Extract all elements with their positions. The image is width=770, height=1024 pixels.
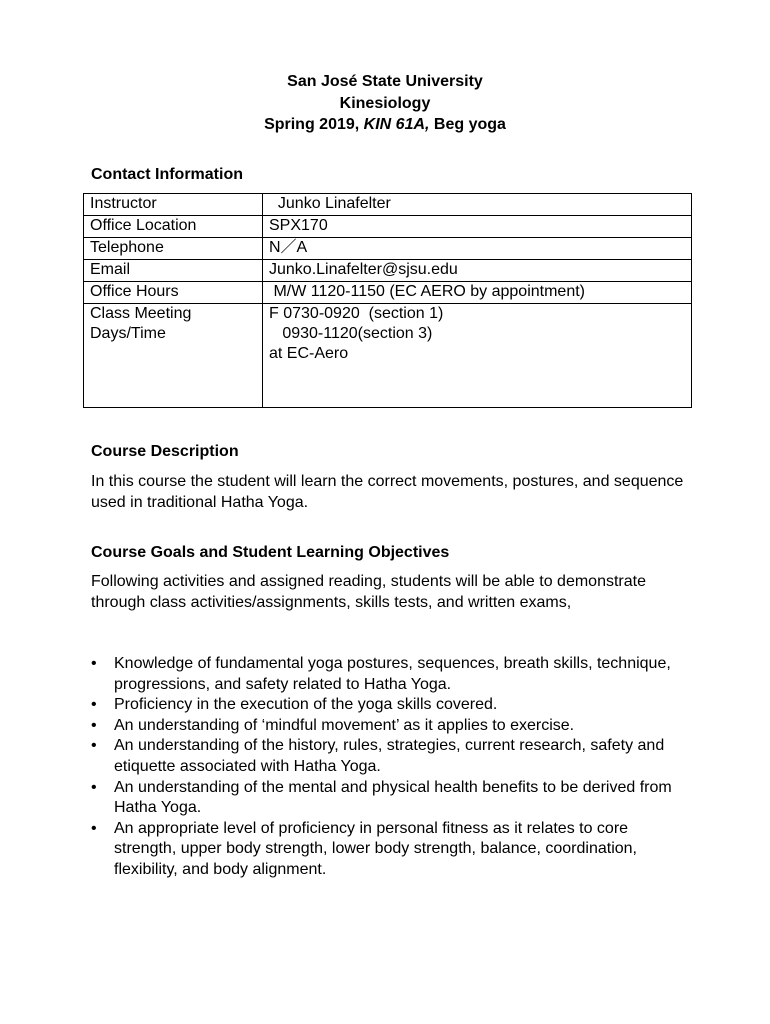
course-goals-heading: Course Goals and Student Learning Objectives bbox=[91, 544, 450, 561]
list-item bbox=[91, 778, 691, 819]
row-value: M/W 1120-1150 (EC AERO by appointment) bbox=[263, 282, 692, 304]
contact-info-heading: Contact Information bbox=[91, 166, 243, 183]
objective-text: Proficiency in the execution of the yoga skills covered. bbox=[114, 696, 498, 714]
objective-text: An understanding of the history, rules, strategies, current research, safety and etiquette associated with Hatha Yoga. bbox=[114, 737, 665, 775]
row-value: Junko Linafelter bbox=[263, 194, 692, 216]
objectives-list bbox=[91, 654, 691, 881]
list-item bbox=[91, 654, 691, 695]
bullet: • bbox=[91, 696, 97, 714]
row-label: Telephone bbox=[84, 238, 263, 260]
bullet: • bbox=[91, 737, 97, 755]
bullet: • bbox=[91, 819, 97, 837]
row-label: Email bbox=[84, 260, 263, 282]
objective-text: An appropriate level of proficiency in personal fitness as it relates to core strength, upper body strength, lower body strength, balance, coordination, flexibility, and body alignment. bbox=[114, 819, 637, 878]
meeting-value bbox=[263, 304, 692, 408]
course-description-heading: Course Description bbox=[91, 443, 239, 460]
email-value: Junko.Linafelter@sjsu.edu bbox=[263, 260, 692, 282]
list-item bbox=[91, 716, 691, 737]
course-name: Beg yoga bbox=[433, 116, 506, 133]
objective-text: Knowledge of fundamental yoga postures, sequences, breath skills, technique, progressions, and safety related to Hatha Yoga. bbox=[114, 655, 671, 693]
list-item bbox=[91, 819, 691, 881]
objective-text: An understanding of the mental and physical health benefits to be derived from Hatha Yoga. bbox=[114, 778, 672, 817]
bullet: • bbox=[91, 778, 97, 796]
meeting-value-line: 0930-1120(section 3) bbox=[269, 325, 433, 342]
row-label: Instructor bbox=[84, 194, 263, 216]
table-row bbox=[84, 216, 692, 238]
row-label: Office Location bbox=[84, 216, 263, 238]
row-label: Office Hours bbox=[84, 282, 263, 304]
contact-table bbox=[83, 193, 692, 408]
meeting-value-line: at EC-Aero bbox=[269, 345, 349, 362]
course-goals-intro: Following activities and assigned reading, students will be able to demonstrate through class activities/assignments, skills tests, and written exams, bbox=[91, 573, 646, 611]
department-name: Kinesiology bbox=[339, 94, 431, 112]
course-description-text: In this course the student will learn the correct movements, postures, and sequence used in traditional Hatha Yoga. bbox=[91, 473, 684, 511]
row-label bbox=[84, 304, 263, 408]
course-code: KIN 61A, bbox=[363, 116, 430, 133]
meeting-value-line: F 0730-0920 (section 1) bbox=[269, 305, 444, 322]
meeting-label-line: Class Meeting bbox=[90, 305, 192, 322]
table-row bbox=[84, 194, 692, 216]
row-value: SPX170 bbox=[263, 216, 692, 238]
row-value: N／A bbox=[263, 238, 692, 260]
bullet: • bbox=[91, 655, 97, 672]
term: Spring 2019, bbox=[264, 116, 360, 133]
university-name: San José State University bbox=[287, 73, 483, 90]
meeting-label-line: Days/Time bbox=[90, 325, 166, 342]
objective-text: An understanding of ‘mindful movement’ as it applies to exercise. bbox=[114, 716, 575, 734]
table-row bbox=[84, 304, 692, 408]
table-row bbox=[84, 238, 692, 260]
bullet: • bbox=[91, 716, 97, 734]
table-row bbox=[84, 260, 692, 282]
document-header bbox=[0, 71, 770, 136]
course-line bbox=[0, 114, 770, 136]
table-row bbox=[84, 282, 692, 304]
list-item bbox=[91, 736, 691, 777]
list-item bbox=[91, 695, 691, 716]
